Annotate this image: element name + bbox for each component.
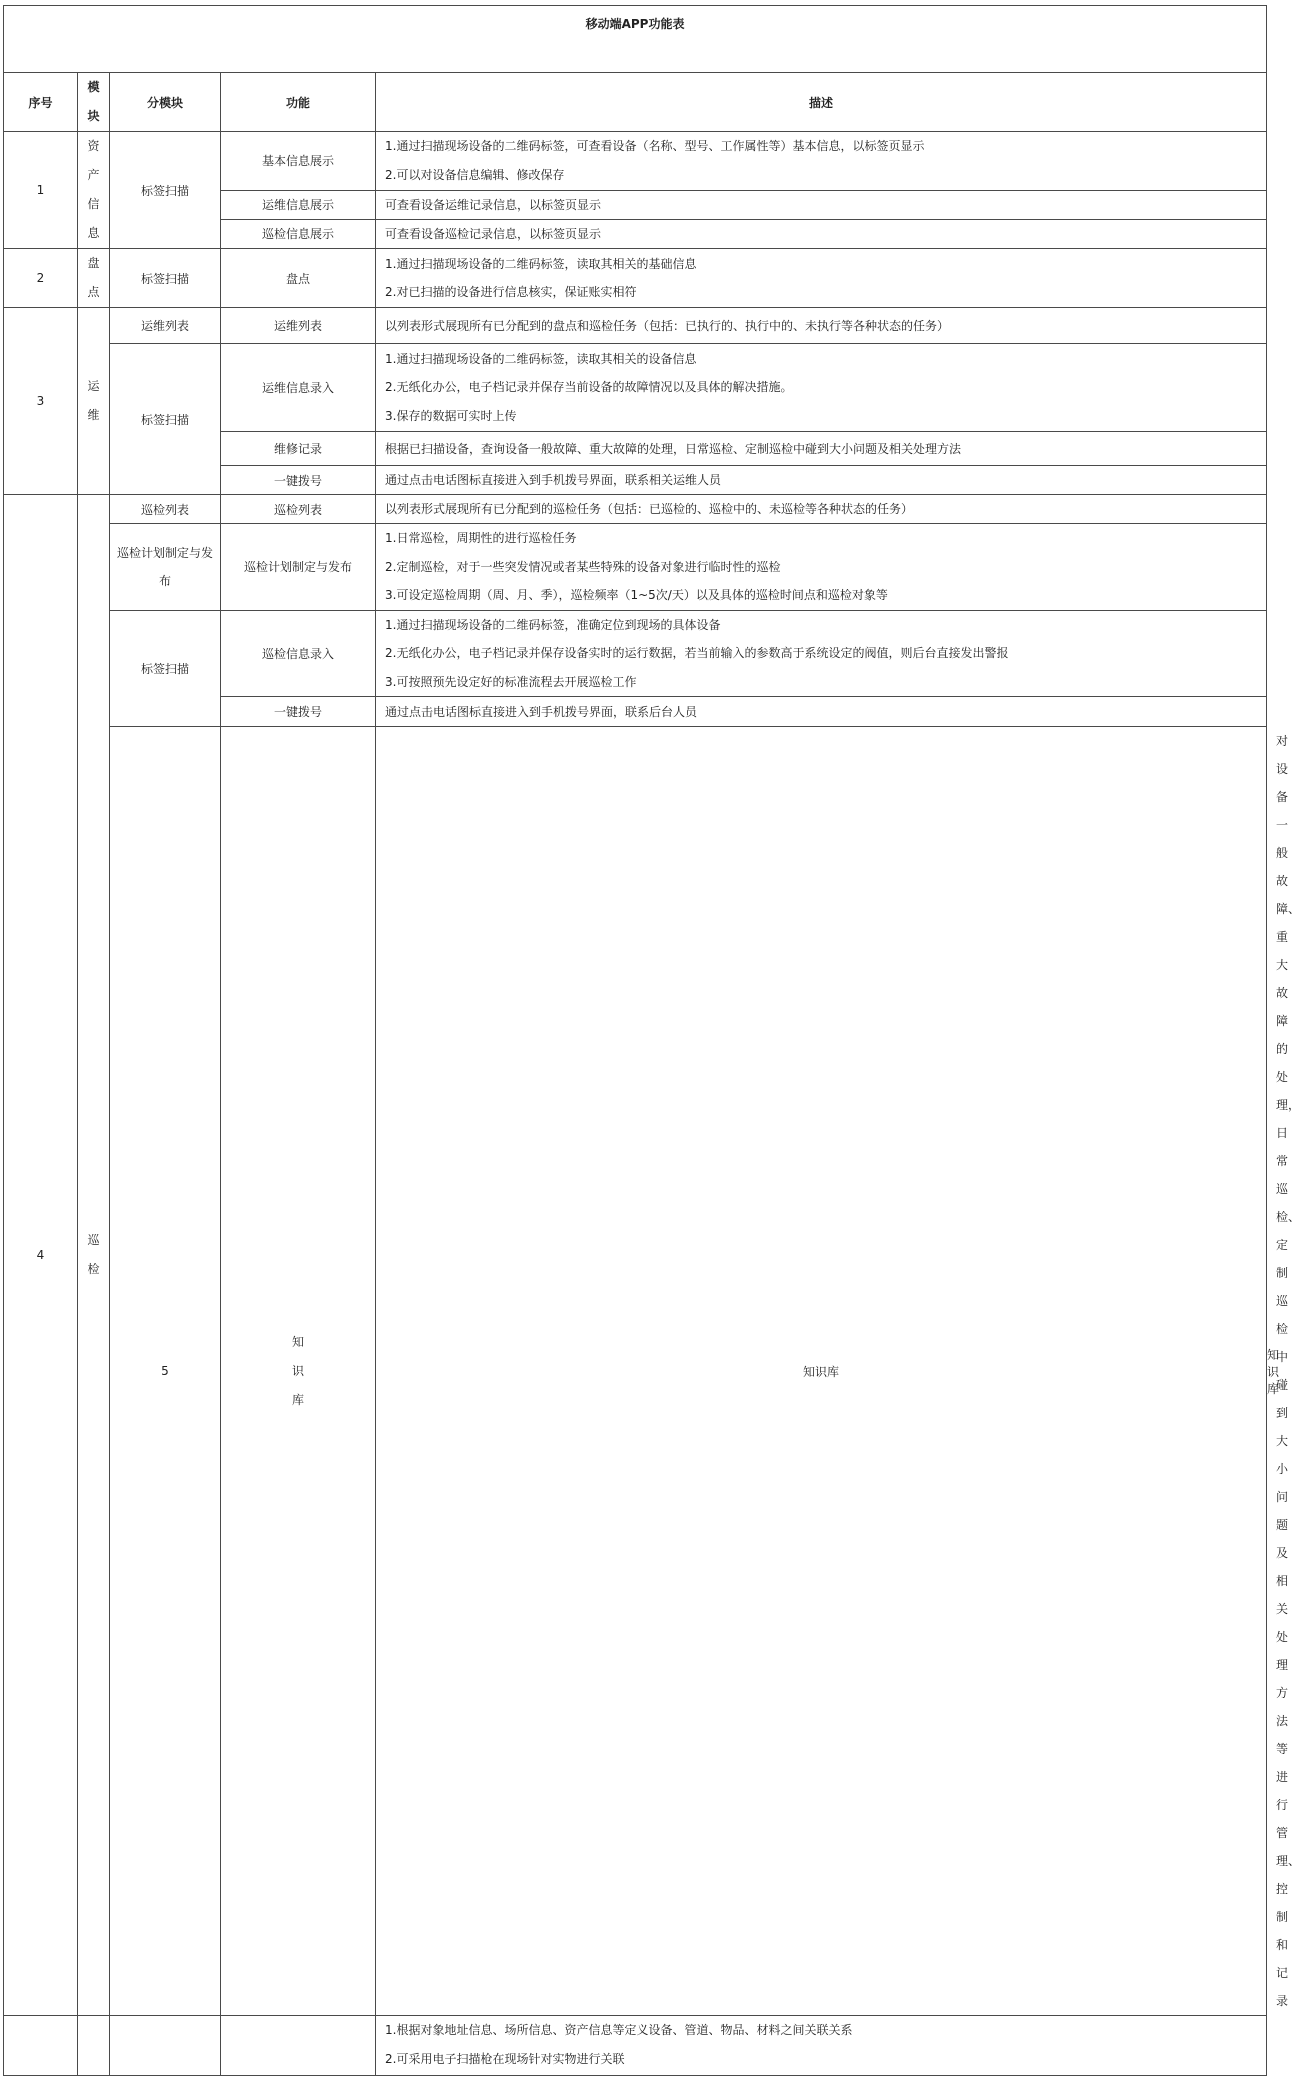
table-row (4, 524, 1267, 611)
table-row (4, 249, 1267, 308)
table-row (4, 495, 1267, 524)
description-cell: 根据已扫描设备，查询设备一般故障、重大故障的处理，日常巡检、定制巡检中碰到大小问题及相关处理方法 (376, 432, 1267, 466)
function-cell: 巡检信息展示 (221, 219, 376, 248)
table-row (4, 344, 1267, 432)
submodule-cell: 知识库 (376, 727, 1267, 2016)
module-cell: 盘 点 (78, 249, 110, 308)
description-cell: 通过点击电话图标直接进入到手机拨号界面，联系后台人员 (376, 697, 1267, 727)
table-row (4, 132, 1267, 191)
description-cell: 以列表形式展现所有已分配到的巡检任务（包括：已巡检的、巡检中的、未巡检等各种状态的任务） (376, 495, 1267, 524)
function-cell: 运维列表 (221, 308, 376, 344)
function-cell: 巡检信息录入 (221, 610, 376, 697)
description-cell: 以列表形式展现所有已分配到的盘点和巡检任务（包括：已执行的、执行中的、未执行等各种状态的任务） (376, 308, 1267, 344)
description-cell: 可查看设备巡检记录信息，以标签页显示 (376, 219, 1267, 248)
submodule-cell: 标签扫描 (110, 249, 221, 308)
table-row (4, 308, 1267, 344)
description-cell: 1.根据对象地址信息、场所信息、资产信息等定义设备、管道、物品、材料之间关联关系 2.可采用电子扫描枪在现场针对实物进行关联 (376, 2016, 1267, 2076)
description-cell: 1.通过扫描现场设备的二维码标签，准确定位到现场的具体设备 2.无纸化办公，电子档记录并保存设备实时的运行数据，若当前输入的参数高于系统设定的阀值，则后台直接发出警报 3.可按照预先设定好的标准流程去开展巡检工作 (376, 610, 1267, 697)
description-cell: 1.日常巡检，周期性的进行巡检任务 2.定制巡检，对于一些突发情况或者某些特殊的设备对象进行临时性的巡检 3.可设定巡检周期（周、月、季），巡检频率（1~5次/天）以及具体的巡检时间点和巡检对象等 (376, 524, 1267, 611)
module-cell: 资 产 信 息 (78, 132, 110, 249)
submodule-cell (110, 2016, 221, 2076)
submodule-cell: 巡检计划制定与发布 (110, 524, 221, 611)
function-cell: 巡检列表 (221, 495, 376, 524)
row-number: 3 (4, 308, 78, 495)
submodule-cell: 巡检列表 (110, 495, 221, 524)
function-cell: 运维信息展示 (221, 190, 376, 219)
submodule-cell: 标签扫描 (110, 132, 221, 249)
header-module: 模 块 (78, 73, 110, 132)
function-cell: 巡检计划制定与发布 (221, 524, 376, 611)
table-row (4, 610, 1267, 697)
row-number: 2 (4, 249, 78, 308)
row-number: 5 (110, 727, 221, 2016)
description-cell: 通过点击电话图标直接进入到手机拨号界面，联系相关运维人员 (376, 466, 1267, 495)
description-cell: 1.通过扫描现场设备的二维码标签，可查看设备（名称、型号、工作属性等）基本信息，以标签页显示 2.可以对设备信息编辑、修改保存 (376, 132, 1267, 191)
submodule-cell: 标签扫描 (110, 610, 221, 727)
function-cell: 一键拨号 (221, 697, 376, 727)
header-no: 序号 (4, 73, 78, 132)
function-cell: 基本信息展示 (221, 132, 376, 191)
module-cell (78, 2016, 110, 2076)
table-title: 移动端APP功能表 (4, 6, 1267, 73)
description-cell: 1.通过扫描现场设备的二维码标签，读取其相关的基础信息 2.对已扫描的设备进行信息核实，保证账实相符 (376, 249, 1267, 308)
function-table (3, 5, 1300, 2076)
module-cell: 运 维 (78, 308, 110, 495)
function-cell: 盘点 (221, 249, 376, 308)
row-number: 4 (4, 495, 78, 2016)
description-cell: 1.通过扫描现场设备的二维码标签，读取其相关的设备信息 2.无纸化办公，电子档记录并保存当前设备的故障情况以及具体的解决措施。 3.保存的数据可实时上传 (376, 344, 1267, 432)
table-row (4, 2016, 1267, 2076)
description-cell: 可查看设备运维记录信息，以标签页显示 (376, 190, 1267, 219)
function-cell (221, 2016, 376, 2076)
row-number: 1 (4, 132, 78, 249)
row-number (4, 2016, 78, 2076)
header-submodule: 分模块 (110, 73, 221, 132)
header-function: 功能 (221, 73, 376, 132)
table-row: 5 知 识 库 知识库 知识库 对设备一般故障、重大故障的处理，日常巡检、定制巡检中碰到大小问题及相关处理方法等进行管理、控制和记录 (4, 727, 1267, 2016)
module-cell: 巡 检 (78, 495, 110, 2016)
submodule-cell: 运维列表 (110, 308, 221, 344)
function-cell: 维修记录 (221, 432, 376, 466)
header-row (4, 73, 1267, 132)
module-cell: 知 识 库 (221, 727, 376, 2016)
function-cell: 运维信息录入 (221, 344, 376, 432)
header-description: 描述 (376, 73, 1267, 132)
function-cell: 一键拨号 (221, 466, 376, 495)
submodule-cell: 标签扫描 (110, 344, 221, 495)
